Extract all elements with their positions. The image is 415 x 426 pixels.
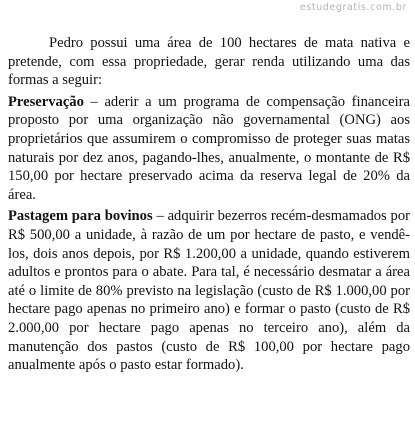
option-text: – aderir a um programa de compensação financeira proposto por uma organização não governamental (ONG) aos proprietários que assumirem o compromisso de proteger suas matas naturais por dez anos, pagando-lhes, anualmente, o montante de R$ 150,00 por hectare preservado acima da reserva legal de 20% da área. bbox=[8, 93, 410, 203]
option-pastagem bbox=[8, 207, 410, 374]
question-text bbox=[8, 34, 410, 378]
option-text: – adquirir bezerros recém-desmamados por R$ 500,00 a unidade, à razão de um por hectare de pasto, e vendê-los, dois anos depois, por R$ 1.200,00 a unidade, quando estiverem adultos e prontos para o abate. Para tal, é necessário desmatar a área até o limite de 80% previsto na legislação (custo de R$ 1.000,00 por hectare pago apenas no primeiro ano) e formar o pasto (custo de R$ 2.000,00 por hectare pago apenas no terceiro ano), além da manutenção dos pastos (custo de R$ 100,00 por hectare pago anualmente após o pasto estar formado). bbox=[8, 208, 410, 374]
option-title: Preservação bbox=[8, 93, 84, 110]
option-preservacao bbox=[8, 93, 410, 205]
option-title: Pastagem para bovinos bbox=[8, 208, 153, 225]
intro-paragraph: Pedro possui uma área de 100 hectares de mata nativa e pretende, com essa propriedade, gerar renda utilizando uma das formas a seguir: bbox=[8, 35, 410, 89]
site-watermark: estudegratis.com.br bbox=[299, 2, 407, 13]
